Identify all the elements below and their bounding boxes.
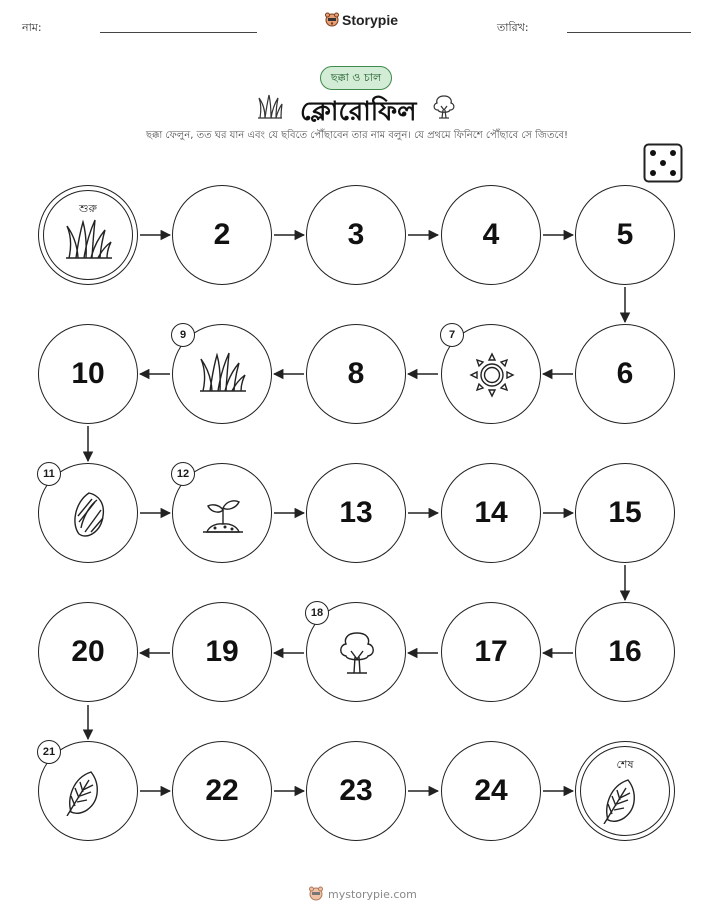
tile-badge: 21 bbox=[37, 740, 61, 764]
board-tile[interactable] bbox=[441, 185, 541, 285]
footer bbox=[308, 886, 417, 902]
tile-badge: 11 bbox=[37, 462, 61, 486]
game-type-tag: ছক্কা ও চাল bbox=[320, 66, 392, 90]
grass-icon bbox=[65, 218, 113, 266]
tile-number: 23 bbox=[339, 774, 373, 807]
footer-site[interactable]: mystorypie.com bbox=[328, 887, 417, 901]
leaf-icon bbox=[65, 768, 113, 816]
tree-icon bbox=[333, 629, 381, 677]
picture-tile[interactable] bbox=[38, 463, 138, 563]
board-tile[interactable] bbox=[575, 602, 675, 702]
sun-icon bbox=[468, 351, 516, 399]
grass-icon bbox=[199, 351, 247, 399]
start-tile[interactable] bbox=[38, 185, 138, 285]
tile-number: 4 bbox=[482, 218, 500, 251]
seed-icon bbox=[65, 490, 113, 538]
picture-tile[interactable] bbox=[441, 324, 541, 424]
picture-tile[interactable] bbox=[38, 741, 138, 841]
tile-badge: 7 bbox=[440, 323, 464, 347]
tile-number: 13 bbox=[339, 496, 373, 529]
tile-badge: 12 bbox=[171, 462, 195, 486]
tile-number: 15 bbox=[608, 496, 642, 529]
brand-name: Storypie bbox=[342, 12, 399, 28]
board-tile[interactable] bbox=[306, 741, 406, 841]
board-tile[interactable] bbox=[306, 185, 406, 285]
tile-badge: 9 bbox=[171, 323, 195, 347]
tile-number: 16 bbox=[608, 635, 642, 668]
picture-tile[interactable] bbox=[172, 324, 272, 424]
board-tile[interactable] bbox=[441, 741, 541, 841]
tile-number: 24 bbox=[474, 774, 508, 807]
board-tile[interactable] bbox=[441, 463, 541, 563]
board-tile[interactable] bbox=[575, 324, 675, 424]
name-label: নাম: bbox=[22, 21, 42, 34]
tile-number: 14 bbox=[474, 496, 508, 529]
tile-number: 8 bbox=[347, 357, 365, 390]
tile-number: 17 bbox=[474, 635, 508, 668]
page-title: ক্লোরোফিল bbox=[300, 97, 417, 127]
tile-number: 2 bbox=[213, 218, 231, 251]
tile-number: 6 bbox=[616, 357, 634, 390]
start-label: শুরু bbox=[79, 202, 97, 215]
board-tile[interactable] bbox=[441, 602, 541, 702]
board-tile[interactable] bbox=[172, 741, 272, 841]
tile-badge: 18 bbox=[305, 601, 329, 625]
board-tile[interactable] bbox=[38, 324, 138, 424]
tile-number: 22 bbox=[205, 774, 239, 807]
tile-number: 20 bbox=[71, 635, 105, 668]
tile-number: 3 bbox=[347, 218, 365, 251]
board-tile[interactable] bbox=[172, 185, 272, 285]
board-tile[interactable] bbox=[306, 463, 406, 563]
instructions: ছক্কা ফেলুন, তত ঘর যান এবং যে ছবিতে পৌঁছাবেন তার নাম বলুন। যে প্রথমে ফিনিশে পৌঁছাবে সে জিতবে! bbox=[145, 130, 569, 141]
picture-tile[interactable] bbox=[172, 463, 272, 563]
sprout-icon bbox=[199, 490, 247, 538]
picture-tile[interactable] bbox=[306, 602, 406, 702]
tile-number: 10 bbox=[71, 357, 105, 390]
storypie-mascot-icon bbox=[308, 886, 324, 902]
finish-label: শেষ bbox=[616, 758, 634, 771]
tile-number: 19 bbox=[205, 635, 239, 668]
board-tile[interactable] bbox=[38, 602, 138, 702]
board-tile[interactable] bbox=[306, 324, 406, 424]
finish-tile[interactable] bbox=[575, 741, 675, 841]
tile-number: 5 bbox=[616, 218, 634, 251]
board-tile[interactable] bbox=[575, 463, 675, 563]
board-tile[interactable] bbox=[172, 602, 272, 702]
date-label: তারিখ: bbox=[497, 21, 529, 34]
board-tile[interactable] bbox=[575, 185, 675, 285]
leaf-icon bbox=[602, 776, 650, 824]
